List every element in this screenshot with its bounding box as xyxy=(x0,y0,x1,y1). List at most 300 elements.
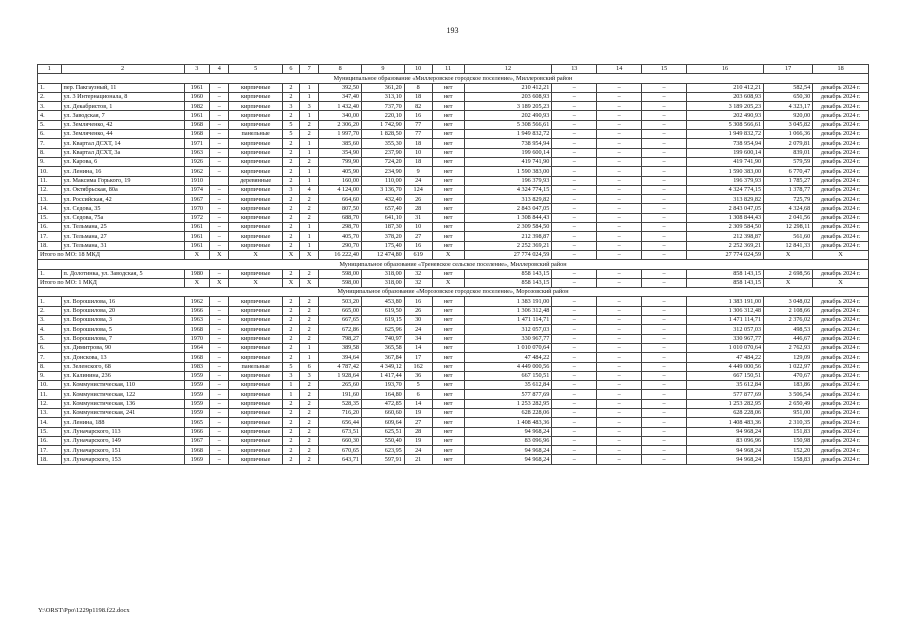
table-cell: кирпичные xyxy=(229,381,282,390)
table-cell: – xyxy=(210,139,229,148)
table-cell: 2 xyxy=(299,120,318,129)
column-number-header: 14 xyxy=(597,65,642,74)
table-cell: 1 417,44 xyxy=(362,371,405,380)
table-cell: – xyxy=(597,306,642,315)
table-cell: – xyxy=(552,446,597,455)
table-cell: 1 408 483,36 xyxy=(687,418,764,427)
table-cell: 312 057,03 xyxy=(687,325,764,334)
table-cell: 623,95 xyxy=(362,446,405,455)
table-cell: 1 xyxy=(299,111,318,120)
municipality-section-row xyxy=(38,260,869,269)
table-cell: 579,59 xyxy=(764,157,813,166)
table-cell: – xyxy=(210,269,229,278)
table-cell: 220,10 xyxy=(362,111,405,120)
table-cell: 210 412,21 xyxy=(687,83,764,92)
table-cell: деревянные xyxy=(229,176,282,185)
table-cell: 27 774 024,59 xyxy=(687,250,764,259)
table-row xyxy=(38,306,869,315)
table-cell: – xyxy=(210,167,229,176)
table-cell: 1. xyxy=(38,269,62,278)
table-cell: – xyxy=(210,204,229,213)
table-cell: 2 xyxy=(299,399,318,408)
table-cell: нет xyxy=(432,130,464,139)
table-cell: 807,50 xyxy=(319,204,362,213)
table-cell: 28 xyxy=(404,204,432,213)
table-cell: ул. Тельмана, 31 xyxy=(61,241,184,250)
table-cell: 1966 xyxy=(184,427,210,436)
table-cell: 2 376,02 xyxy=(764,316,813,325)
table-cell: 124 xyxy=(404,185,432,194)
table-cell: 10 xyxy=(404,223,432,232)
table-cell: 1 xyxy=(299,92,318,101)
table-cell: 625,51 xyxy=(362,427,405,436)
table-cell: 419 741,90 xyxy=(687,157,764,166)
table-cell: 313 829,82 xyxy=(464,195,552,204)
table-cell: 1 949 832,72 xyxy=(687,130,764,139)
table-cell: 11. xyxy=(38,390,62,399)
table-cell: 1 010 070,64 xyxy=(687,343,764,352)
table-cell: – xyxy=(642,316,687,325)
table-cell: – xyxy=(552,204,597,213)
table-cell: кирпичные xyxy=(229,343,282,352)
table-cell: кирпичные xyxy=(229,111,282,120)
column-number-header: 2 xyxy=(61,65,184,74)
table-cell: декабрь 2024 г. xyxy=(813,325,869,334)
table-cell: 5 xyxy=(282,362,299,371)
table-cell: 2 xyxy=(282,83,299,92)
table-cell: 212 398,87 xyxy=(687,232,764,241)
table-cell: кирпичные xyxy=(229,102,282,111)
table-cell: 110,00 xyxy=(362,176,405,185)
table-cell: 202 490,93 xyxy=(687,111,764,120)
table-cell: 210 412,21 xyxy=(464,83,552,92)
table-cell: декабрь 2024 г. xyxy=(813,455,869,464)
table-cell: 158,83 xyxy=(764,455,813,464)
table-cell: 1961 xyxy=(184,232,210,241)
table-cell: нет xyxy=(432,213,464,222)
table-cell: 2 xyxy=(299,306,318,315)
table-cell: 4 449 000,56 xyxy=(464,362,552,371)
table-cell: – xyxy=(597,139,642,148)
table-cell: 1968 xyxy=(184,120,210,129)
table-cell: – xyxy=(597,195,642,204)
table-cell: 8. xyxy=(38,148,62,157)
housing-table-container xyxy=(37,64,869,465)
table-cell: 577 877,69 xyxy=(687,390,764,399)
table-cell: 16 xyxy=(404,111,432,120)
municipality-total-row xyxy=(38,278,869,287)
table-cell: – xyxy=(552,306,597,315)
table-cell: нет xyxy=(432,353,464,362)
table-cell: 392,50 xyxy=(319,83,362,92)
table-cell: 725,79 xyxy=(764,195,813,204)
table-cell: 2 xyxy=(299,195,318,204)
table-cell: декабрь 2024 г. xyxy=(813,167,869,176)
table-cell: – xyxy=(642,325,687,334)
table-cell: 2 xyxy=(299,269,318,278)
table-cell: 2 108,66 xyxy=(764,306,813,315)
table-cell: 31 xyxy=(404,213,432,222)
table-cell: X xyxy=(764,278,813,287)
table-cell: 405,90 xyxy=(319,167,362,176)
table-cell: 2 xyxy=(282,353,299,362)
table-cell: 2 698,56 xyxy=(764,269,813,278)
table-cell: 1 785,27 xyxy=(764,176,813,185)
table-cell: декабрь 2024 г. xyxy=(813,436,869,445)
table-cell: – xyxy=(210,130,229,139)
table-row xyxy=(38,241,869,250)
table-cell: 21 xyxy=(404,455,432,464)
table-cell: декабрь 2024 г. xyxy=(813,195,869,204)
table-cell: кирпичные xyxy=(229,408,282,417)
table-cell: 2 xyxy=(282,334,299,343)
table-cell: декабрь 2024 г. xyxy=(813,185,869,194)
table-cell: – xyxy=(597,92,642,101)
table-cell: декабрь 2024 г. xyxy=(813,390,869,399)
table-cell: X xyxy=(432,278,464,287)
table-cell: пер. Пакгаузный, 11 xyxy=(61,83,184,92)
table-cell: 6. xyxy=(38,343,62,352)
table-cell: 27 xyxy=(404,232,432,241)
table-cell: ул. Луначарского, 151 xyxy=(61,446,184,455)
table-cell: – xyxy=(642,297,687,306)
table-cell: 17 xyxy=(404,353,432,362)
table-cell: 2 xyxy=(282,418,299,427)
table-cell: 265,60 xyxy=(319,381,362,390)
column-number-header: 17 xyxy=(764,65,813,74)
table-cell: 3. xyxy=(38,102,62,111)
table-cell: 2 xyxy=(299,381,318,390)
table-cell: ул. Ворошилова, 3 xyxy=(61,316,184,325)
table-cell: 8. xyxy=(38,362,62,371)
table-cell: 1983 xyxy=(184,362,210,371)
column-number-header: 1 xyxy=(38,65,62,74)
table-cell: 625,96 xyxy=(362,325,405,334)
table-cell: кирпичные xyxy=(229,446,282,455)
table-cell: 14 xyxy=(404,399,432,408)
table-cell: 839,01 xyxy=(764,148,813,157)
table-cell: 1 471 114,71 xyxy=(464,316,552,325)
table-cell: 196 379,93 xyxy=(687,176,764,185)
table-cell: – xyxy=(210,408,229,417)
table-cell: 13. xyxy=(38,195,62,204)
table-row xyxy=(38,343,869,352)
table-cell: – xyxy=(210,297,229,306)
table-cell: 1 xyxy=(282,390,299,399)
table-cell: 202 490,93 xyxy=(464,111,552,120)
table-cell: 1 471 114,71 xyxy=(687,316,764,325)
table-cell: 1962 xyxy=(184,297,210,306)
table-cell: кирпичные xyxy=(229,148,282,157)
municipality-section-row xyxy=(38,74,869,83)
table-row xyxy=(38,418,869,427)
table-cell: кирпичные xyxy=(229,455,282,464)
table-row xyxy=(38,195,869,204)
table-cell: декабрь 2024 г. xyxy=(813,111,869,120)
table-cell: нет xyxy=(432,232,464,241)
table-cell: ул. Ворошилова, 7 xyxy=(61,334,184,343)
table-cell: декабрь 2024 г. xyxy=(813,204,869,213)
table-cell: 1 306 312,48 xyxy=(464,306,552,315)
table-cell: декабрь 2024 г. xyxy=(813,381,869,390)
table-cell: – xyxy=(552,408,597,417)
table-cell: – xyxy=(642,130,687,139)
table-cell: 4. xyxy=(38,111,62,120)
table-cell: 799,90 xyxy=(319,157,362,166)
table-cell: 2 310,35 xyxy=(764,418,813,427)
table-cell: 361,20 xyxy=(362,83,405,92)
table-cell: – xyxy=(597,353,642,362)
table-cell: 643,71 xyxy=(319,455,362,464)
table-cell: 16. xyxy=(38,223,62,232)
table-cell: 503,20 xyxy=(319,297,362,306)
table-cell: 1961 xyxy=(184,83,210,92)
table-cell: – xyxy=(642,120,687,129)
table-cell: – xyxy=(642,455,687,464)
table-cell: 313,10 xyxy=(362,92,405,101)
table-cell: нет xyxy=(432,371,464,380)
table-row xyxy=(38,213,869,222)
table-cell: X xyxy=(432,250,464,259)
table-cell: 1 xyxy=(299,167,318,176)
table-cell: – xyxy=(642,362,687,371)
table-cell: 2 xyxy=(282,213,299,222)
table-cell: 2 xyxy=(299,297,318,306)
column-number-header: 5 xyxy=(229,65,282,74)
table-cell: 183,86 xyxy=(764,381,813,390)
table-cell: 660,30 xyxy=(319,436,362,445)
table-cell: кирпичные xyxy=(229,204,282,213)
table-cell: 446,67 xyxy=(764,334,813,343)
document-file-path: Y:\ORST\Ppo\1229p1198.f22.docx xyxy=(38,607,130,614)
municipality-section-title: Муниципальное образование «Треневское сельское поселение», Миллеровский район xyxy=(38,260,869,269)
table-cell: – xyxy=(210,195,229,204)
table-cell: 1959 xyxy=(184,390,210,399)
table-cell: нет xyxy=(432,390,464,399)
table-cell: – xyxy=(642,436,687,445)
table-row xyxy=(38,167,869,176)
table-cell: 94 968,24 xyxy=(464,427,552,436)
table-cell: – xyxy=(597,223,642,232)
table-cell: – xyxy=(552,436,597,445)
table-cell: 2 xyxy=(299,316,318,325)
table-cell: 641,10 xyxy=(362,213,405,222)
table-cell: 2 xyxy=(282,408,299,417)
table-cell: нет xyxy=(432,436,464,445)
table-cell: 2 xyxy=(282,139,299,148)
table-cell: – xyxy=(552,83,597,92)
table-cell: – xyxy=(552,269,597,278)
table-cell: 6. xyxy=(38,130,62,139)
table-cell: 378,20 xyxy=(362,232,405,241)
table-cell: кирпичные xyxy=(229,92,282,101)
table-cell: декабрь 2024 г. xyxy=(813,418,869,427)
table-cell: 1964 xyxy=(184,343,210,352)
table-cell: 1969 xyxy=(184,455,210,464)
table-cell: – xyxy=(552,111,597,120)
table-row xyxy=(38,399,869,408)
table-cell: 577 877,69 xyxy=(464,390,552,399)
table-cell: 657,40 xyxy=(362,204,405,213)
table-cell: 665,00 xyxy=(319,306,362,315)
table-cell: – xyxy=(642,399,687,408)
table-cell: нет xyxy=(432,102,464,111)
table-cell: 1970 xyxy=(184,334,210,343)
table-cell: 798,27 xyxy=(319,334,362,343)
table-cell: 191,60 xyxy=(319,390,362,399)
table-cell: 7. xyxy=(38,139,62,148)
table-row xyxy=(38,120,869,129)
table-cell: 1 xyxy=(299,148,318,157)
table-cell: декабрь 2024 г. xyxy=(813,83,869,92)
table-cell: 24 xyxy=(404,176,432,185)
table-cell: 598,00 xyxy=(319,278,362,287)
table-cell: кирпичные xyxy=(229,399,282,408)
table-cell: 160,00 xyxy=(319,176,362,185)
table-cell: 290,70 xyxy=(319,241,362,250)
table-cell: – xyxy=(642,157,687,166)
table-cell: Итого по МО: 18 МКД xyxy=(38,250,185,259)
table-cell: 1982 xyxy=(184,102,210,111)
table-cell: ул. Коммунистическая, 136 xyxy=(61,399,184,408)
table-cell: ул. Димитрова, 90 xyxy=(61,343,184,352)
table-cell: 1 xyxy=(282,381,299,390)
table-cell: 1. xyxy=(38,83,62,92)
table-cell: – xyxy=(552,195,597,204)
table-cell: ул. Ленина, 16 xyxy=(61,167,184,176)
table-cell: Итого по МО: 1 МКД xyxy=(38,278,185,287)
table-cell: – xyxy=(552,399,597,408)
table-cell: 1 306 312,48 xyxy=(687,306,764,315)
table-cell: 1961 xyxy=(184,241,210,250)
table-cell: 47 484,22 xyxy=(464,353,552,362)
table-cell: декабрь 2024 г. xyxy=(813,316,869,325)
table-cell: нет xyxy=(432,92,464,101)
table-cell: – xyxy=(642,390,687,399)
table-cell: декабрь 2024 г. xyxy=(813,427,869,436)
table-cell: кирпичные xyxy=(229,306,282,315)
table-cell: – xyxy=(210,343,229,352)
table-cell: нет xyxy=(432,343,464,352)
table-cell: нет xyxy=(432,306,464,315)
column-number-header: 4 xyxy=(210,65,229,74)
table-cell: 5. xyxy=(38,120,62,129)
table-cell: – xyxy=(642,408,687,417)
table-cell: 3 xyxy=(282,185,299,194)
table-row xyxy=(38,139,869,148)
municipality-section-title: Муниципальное образование «Морозовское городское поселение», Морозовский район xyxy=(38,288,869,297)
table-cell: – xyxy=(210,185,229,194)
table-cell: кирпичные xyxy=(229,195,282,204)
table-cell: 18. xyxy=(38,241,62,250)
table-cell: 35 612,84 xyxy=(687,381,764,390)
table-cell: – xyxy=(597,418,642,427)
table-cell: нет xyxy=(432,316,464,325)
table-cell: 419 741,90 xyxy=(464,157,552,166)
table-cell: 199 600,14 xyxy=(687,148,764,157)
table-cell xyxy=(210,176,229,185)
table-cell: нет xyxy=(432,446,464,455)
table-cell: 951,00 xyxy=(764,408,813,417)
table-cell: – xyxy=(642,213,687,222)
table-cell: 330 967,77 xyxy=(464,334,552,343)
table-row xyxy=(38,232,869,241)
table-cell: кирпичные xyxy=(229,353,282,362)
table-cell: – xyxy=(642,306,687,315)
table-cell: ул. Коммунистическая, 122 xyxy=(61,390,184,399)
table-cell: – xyxy=(597,185,642,194)
table-cell: ул. Квартал ДСХТ, 14 xyxy=(61,139,184,148)
table-cell: 1 xyxy=(299,353,318,362)
table-row xyxy=(38,148,869,157)
table-cell: 3 xyxy=(282,371,299,380)
table-cell: нет xyxy=(432,204,464,213)
table-cell: – xyxy=(210,427,229,436)
table-cell: X xyxy=(210,250,229,259)
table-cell: кирпичные xyxy=(229,167,282,176)
table-cell: кирпичные xyxy=(229,427,282,436)
table-cell: 2 xyxy=(299,157,318,166)
table-cell: – xyxy=(210,381,229,390)
table-cell: – xyxy=(597,334,642,343)
table-cell: 203 608,93 xyxy=(687,92,764,101)
table-cell: ул. Заводская, 7 xyxy=(61,111,184,120)
table-cell: кирпичные xyxy=(229,390,282,399)
table-cell: – xyxy=(210,83,229,92)
table-cell: 1959 xyxy=(184,408,210,417)
table-cell: – xyxy=(552,325,597,334)
table-cell: кирпичные xyxy=(229,325,282,334)
table-cell: – xyxy=(597,213,642,222)
table-cell: X xyxy=(813,250,869,259)
table-cell: панельные xyxy=(229,130,282,139)
table-cell: нет xyxy=(432,241,464,250)
table-cell: ул. Квартал ДСХТ, 3а xyxy=(61,148,184,157)
table-cell: 36 xyxy=(404,371,432,380)
table-cell: 94 968,24 xyxy=(687,455,764,464)
table-cell: – xyxy=(552,120,597,129)
table-cell: – xyxy=(210,306,229,315)
table-cell: 1 xyxy=(299,241,318,250)
table-cell: – xyxy=(642,343,687,352)
table-cell: 16. xyxy=(38,436,62,445)
table-cell: – xyxy=(210,102,229,111)
table-cell: – xyxy=(552,455,597,464)
table-cell: 2 252 369,21 xyxy=(464,241,552,250)
table-cell: 1 828,50 xyxy=(362,130,405,139)
table-cell: 1 308 844,43 xyxy=(687,213,764,222)
table-cell: – xyxy=(597,250,642,259)
table-cell: 175,40 xyxy=(362,241,405,250)
table-cell: – xyxy=(210,362,229,371)
table-cell: 2 xyxy=(282,343,299,352)
table-cell: 312 057,03 xyxy=(464,325,552,334)
table-cell: 1967 xyxy=(184,195,210,204)
table-cell: 2 xyxy=(282,157,299,166)
table-cell: 3 xyxy=(299,371,318,380)
table-cell: ул. Луначарского, 113 xyxy=(61,427,184,436)
table-cell: декабрь 2024 г. xyxy=(813,120,869,129)
table-cell: ул. Ворошилова, 20 xyxy=(61,306,184,315)
table-cell: 35 612,84 xyxy=(464,381,552,390)
table-cell: 234,90 xyxy=(362,167,405,176)
table-cell: 2 843 047,05 xyxy=(687,204,764,213)
table-cell: 2 xyxy=(282,111,299,120)
table-cell: 2 xyxy=(282,436,299,445)
table-cell: 4 324 774,15 xyxy=(687,185,764,194)
table-cell: – xyxy=(552,232,597,241)
table-cell: – xyxy=(552,250,597,259)
